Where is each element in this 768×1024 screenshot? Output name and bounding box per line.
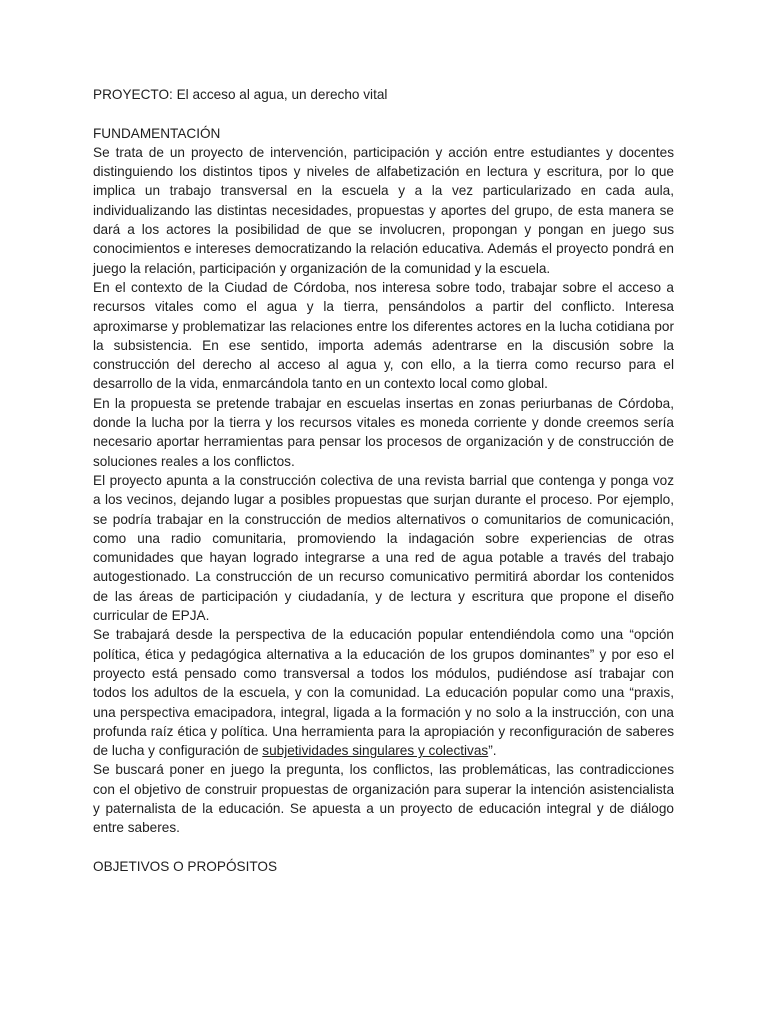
paragraph-5-end: ”. [488,743,497,759]
paragraph-5 [93,625,674,760]
paragraph-1: Se trata de un proyecto de intervención, participación y acción entre estudiantes y docentes distinguiendo los distintos tipos y niveles de alfabetización en lectura y escritura, por lo que implica un trabajo transversal en la escuela y a la vez particularizado en cada aula, individualizando las distintas necesidades, propuestas y aportes del grupo, de esta manera se dará a los actores la posibilidad de que se involucren, propongan y pongan en juego sus conocimientos e intereses democratizando la relación educativa. Además el proyecto pondrá en juego la relación, participación y organización de la comunidad y la escuela. [93,144,674,276]
paragraph-6: Se buscará poner en juego la pregunta, los conflictos, las problemáticas, las contradicciones con el objetivo de construir propuestas de organización para superar la intención asistencialista y paternalista de la educación. Se apuesta a un proyecto de educación integral y de diálogo entre saberes. [93,762,674,836]
paragraph-5-text: Se trabajará desde la perspectiva de la educación popular entendiéndola como una “opción política, ética y pedagógica alternativa a la educación de los grupos dominantes” y por eso el proyecto está pensado como transversal a todos los módulos, pudiéndose así trabajar con todos los adultos de la escuela, y con la comunidad. La educación popular como una “praxis, una perspectiva emacipadora, integral, ligada a la formación y no solo a la instrucción, con una profunda raíz ética y política. Una herramienta para la apropiación y reconfiguración de saberes de lucha y configuración de [93,627,674,759]
section-heading-fundamentacion: FUNDAMENTACIÓN [93,125,221,141]
spacer [93,104,674,123]
section-heading-objetivos: OBJETIVOS O PROPÓSITOS [93,858,278,874]
paragraph-2: En el contexto de la Ciudad de Córdoba, nos interesa sobre todo, trabajar sobre el acceso a recursos vitales como el agua y la tierra, pensándolos a partir del conflicto. Interesa aproximarse y problematizar las relaciones entre los diferentes actores en la lucha cotidiana por la subsistencia. En ese sentido, importa además adentrarse en la discusión sobre la construcción del derecho al acceso al agua y, con ello, a la tierra como recurso para el desarrollo de la vida, enmarcándola tanto en un contexto local como global. [93,279,674,392]
underlined-phrase: subjetividades singulares y colectivas [262,743,489,759]
paragraph-4: El proyecto apunta a la construcción colectiva de una revista barrial que contenga y ponga voz a los vecinos, dejando lugar a posibles propuestas que surjan durante el proceso. Por ejemplo, se podría trabajar en la construcción de medios alternativos o comunitarios de comunicación, como una radio comunitaria, promoviendo la indagación sobre experiencias de otras comunidades que hayan logrado integrarse a una red de agua potable a través del trabajo autogestionado. La construcción de un recurso comunicativo permitirá abordar los contenidos de las áreas de participación y ciudadanía, y de lectura y escritura que propone el diseño curricular de EPJA. [93,472,674,624]
document-page [93,85,674,876]
document-title: PROYECTO: El acceso al agua, un derecho vital [93,87,388,102]
paragraph-3: En la propuesta se pretende trabajar en escuelas insertas en zonas periurbanas de Córdoba, donde la lucha por la tierra y los recursos vitales es moneda corriente y donde creemos sería necesario aportar herramientas para pensar los procesos de organización y de construcción de soluciones reales a los conflictos. [93,395,674,469]
spacer [93,838,674,857]
